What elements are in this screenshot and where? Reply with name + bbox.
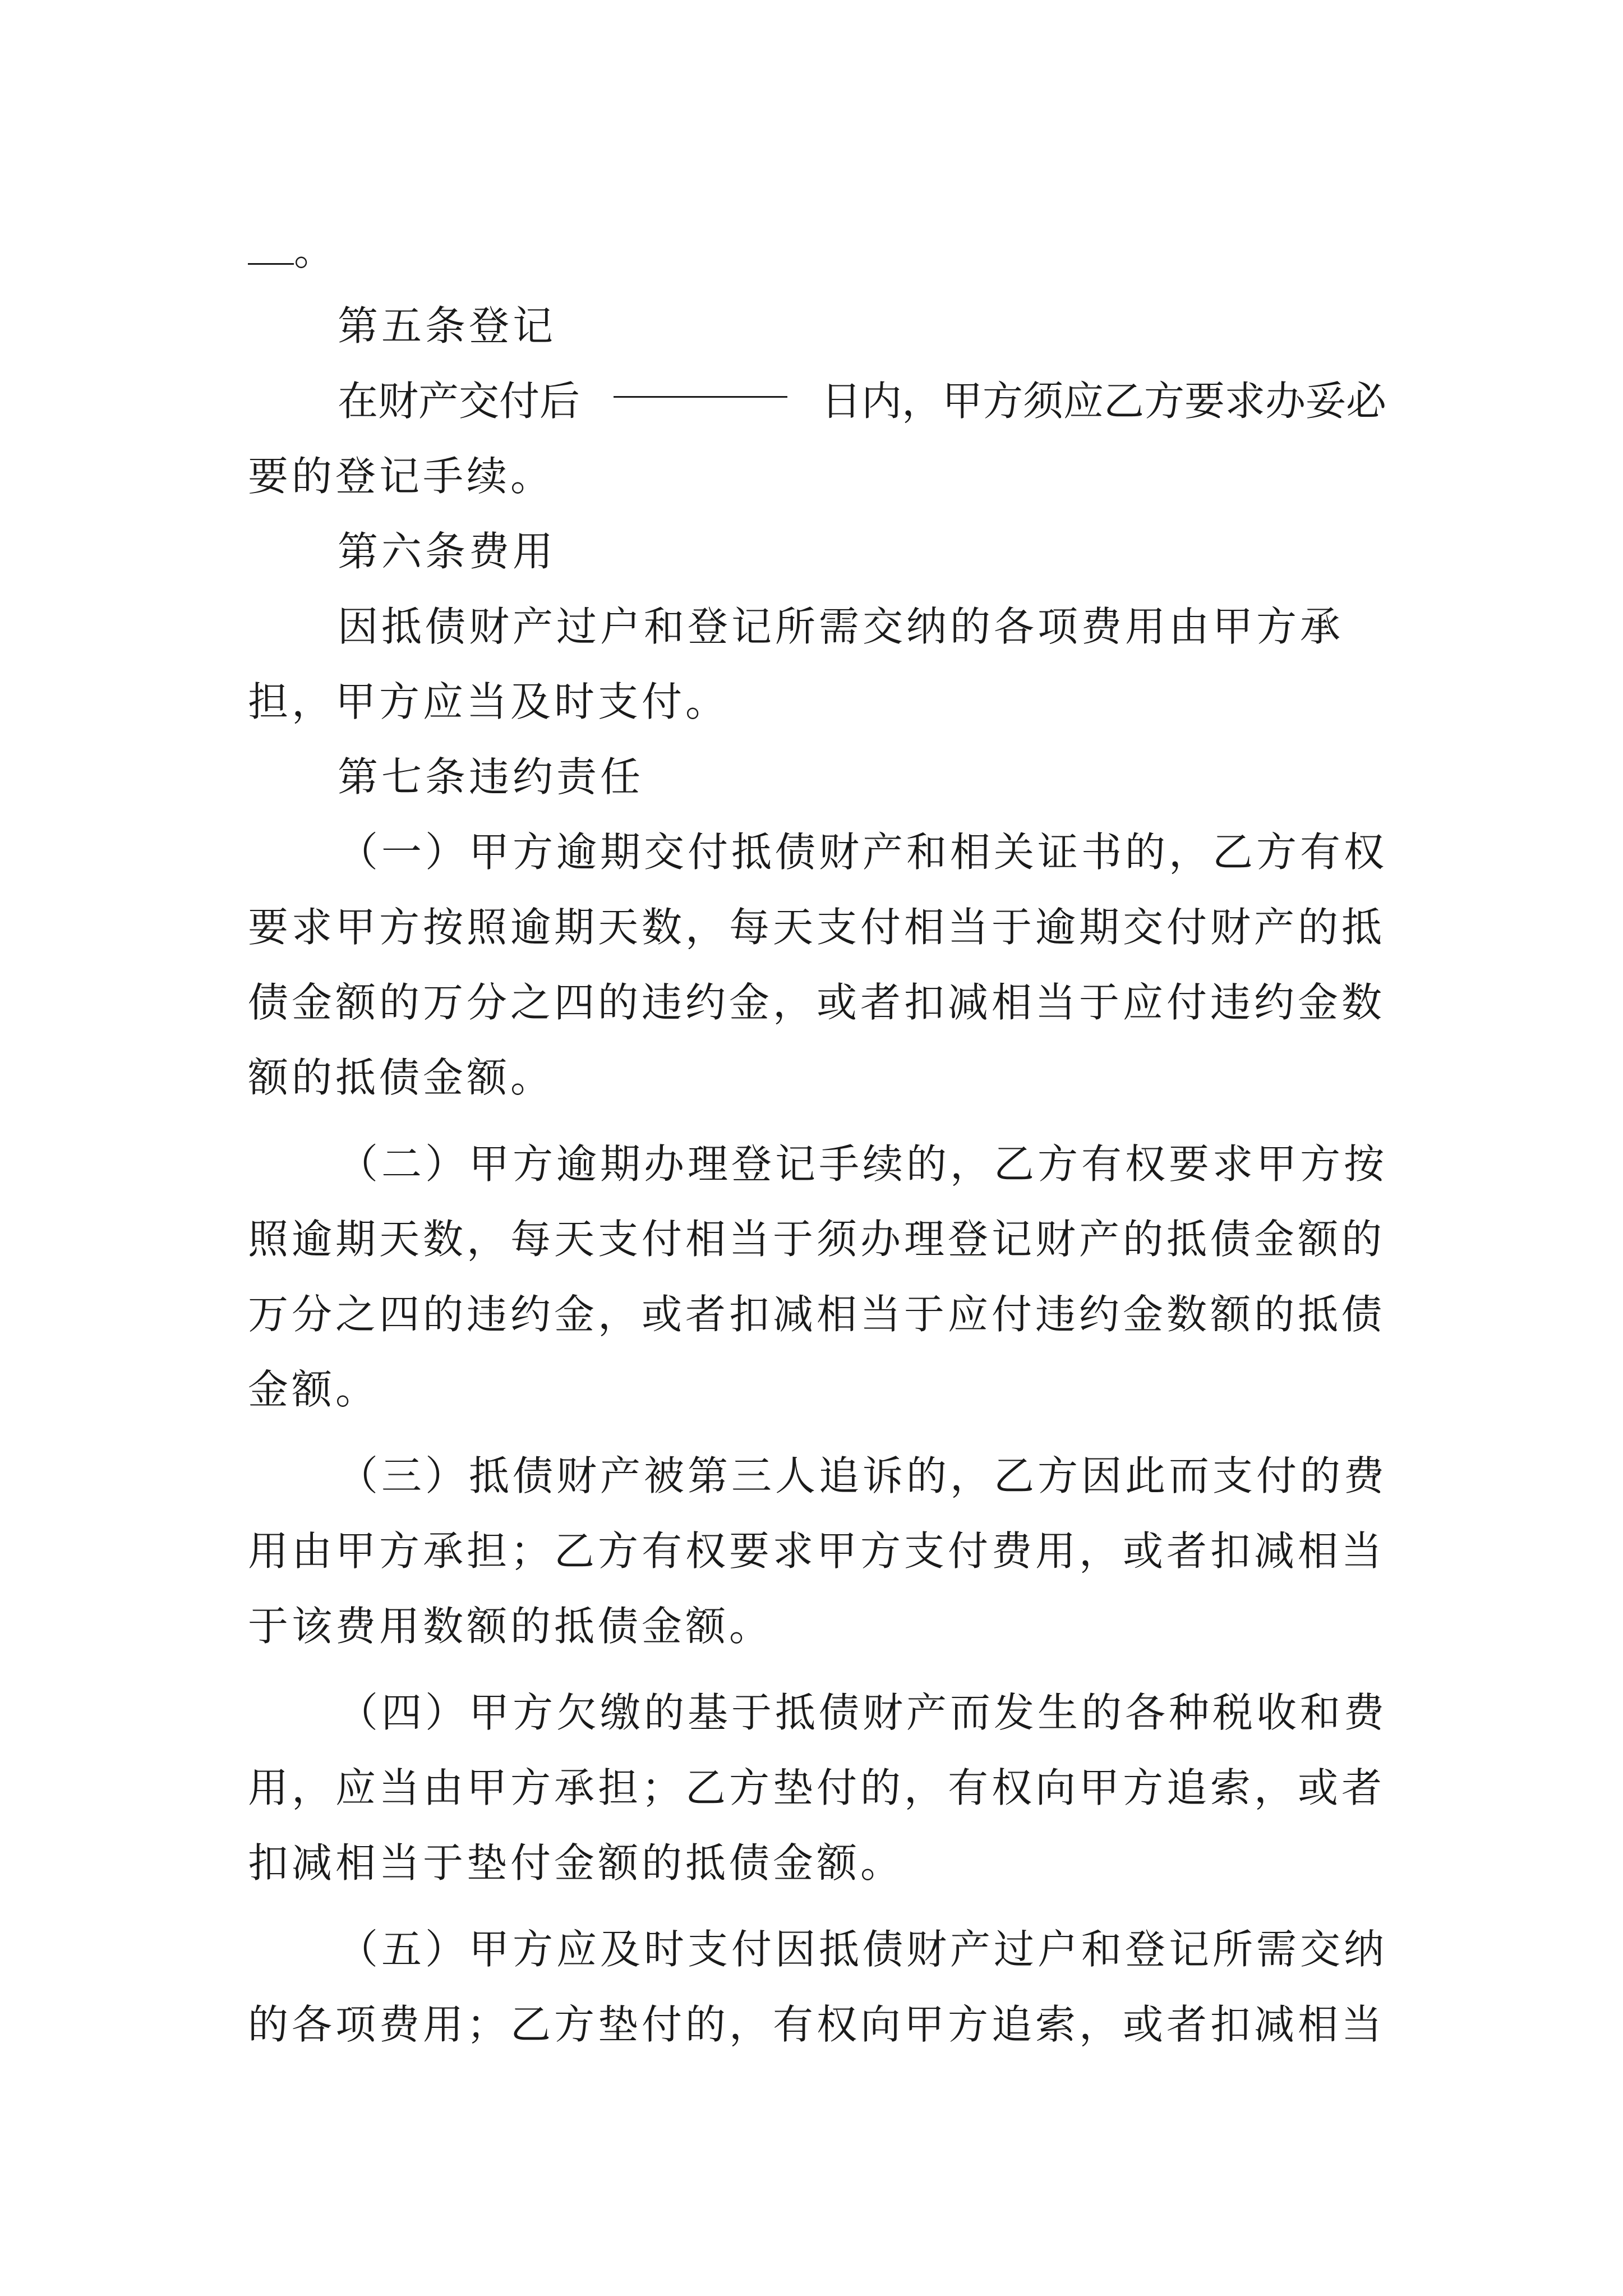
article-6-heading: 第六条费用 [338, 528, 557, 575]
days-blank [614, 364, 787, 398]
clause-4-line-2: 用，应当由甲方承担；乙方垫付的，有权向甲方追索，或者 [248, 1764, 1386, 1811]
clause-3-line-1: （三）抵债财产被第三人追诉的，乙方因此而支付的费 [338, 1452, 1388, 1499]
clause-4-line-1: （四）甲方欠缴的基于抵债财产而发生的各种税收和费 [338, 1689, 1388, 1736]
clause-3-line-3: 于该费用数额的抵债金额。 [248, 1603, 773, 1650]
article-6-line-2: 担，甲方应当及时支付。 [248, 678, 730, 725]
article-5-line-1: 在财产交付后 日内，甲方须应乙方要求办妥必 [248, 364, 1386, 439]
clause-5-line-2: 的各项费用；乙方垫付的，有权向甲方追索，或者扣减相当 [248, 2001, 1386, 2048]
clause-1-line-4: 额的抵债金额。 [248, 1054, 555, 1101]
clause-2-line-1: （二）甲方逾期办理登记手续的，乙方有权要求甲方按 [338, 1140, 1388, 1188]
clause-2-line-2: 照逾期天数，每天支付相当于须办理登记财产的抵债金额的 [248, 1216, 1386, 1263]
document-page [248, 213, 1386, 2062]
article-7-heading: 第七条违约责任 [338, 753, 644, 800]
clause-1-line-3: 债金额的万分之四的违约金，或者扣减相当于应付违约金数 [248, 979, 1386, 1026]
article-6-line-1: 因抵债财产过户和登记所需交纳的各项费用由甲方承 [338, 603, 1344, 650]
clause-4-line-3: 扣减相当于垫付金额的抵债金额。 [248, 1839, 905, 1887]
clause-2-line-3: 万分之四的违约金，或者扣减相当于应付违约金数额的抵债 [248, 1291, 1386, 1338]
clause-2-line-4: 金额。 [248, 1366, 380, 1413]
fill-blank [248, 235, 294, 265]
clause-3-line-2: 用由甲方承担；乙方有权要求甲方支付费用，或者扣减相当 [248, 1527, 1386, 1575]
blank-fill-end: 。 [248, 213, 1386, 288]
clause-1-line-1: （一）甲方逾期交付抵债财产和相关证书的，乙方有权 [338, 829, 1388, 876]
article-5-line-2: 要的登记手续。 [248, 453, 555, 500]
article-5-heading: 第五条登记 [338, 302, 557, 349]
clause-1-line-2: 要求甲方按照逾期天数，每天支付相当于逾期交付财产的抵 [248, 904, 1386, 951]
clause-5-line-1: （五）甲方应及时支付因抵债财产过户和登记所需交纳 [338, 1926, 1388, 1973]
